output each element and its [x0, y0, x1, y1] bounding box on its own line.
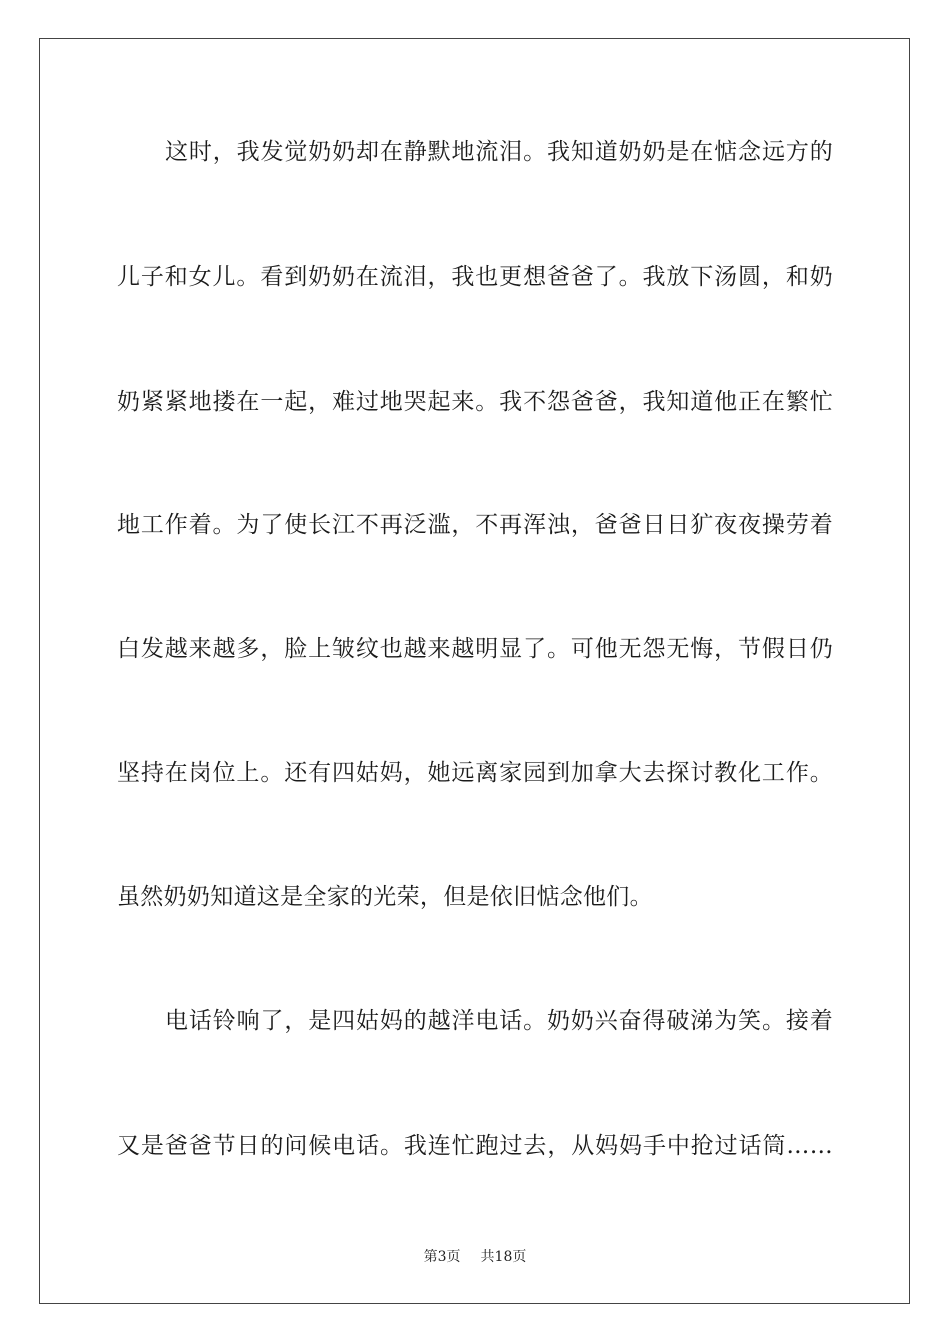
- text-line: 又是爸爸节日的问候电话。我连忙跑过去，从妈妈手中抢过话筒……: [117, 1133, 833, 1159]
- text-line: 奶紧紧地搂在一起，难过地哭起来。我不怨爸爸，我知道他正在繁忙: [117, 389, 833, 415]
- text-line: 这时，我发觉奶奶却在静默地流泪。我知道奶奶是在惦念远方的: [165, 139, 833, 165]
- text-line: 儿子和女儿。看到奶奶在流泪，我也更想爸爸了。我放下汤圆，和奶: [117, 264, 833, 290]
- text-line: 坚持在岗位上。还有四姑妈，她远离家园到加拿大去探讨教化工作。: [117, 760, 833, 786]
- text-line: 白发越来越多，脸上皱纹也越来越明显了。可他无怨无悔，节假日仍: [117, 636, 833, 662]
- page-total: 共18页: [480, 1249, 527, 1265]
- page-footer: [0, 1248, 950, 1266]
- page-number: 第3页: [423, 1249, 461, 1265]
- text-line: 电话铃响了，是四姑妈的越洋电话。奶奶兴奋得破涕为笑。接着: [165, 1008, 833, 1034]
- text-line: 虽然奶奶知道这是全家的光荣，但是依旧惦念他们。: [117, 884, 653, 910]
- text-line: 地工作着。为了使长江不再泛滥，不再浑浊，爸爸日日犷夜夜操劳着: [117, 512, 833, 538]
- page-border: [39, 38, 910, 1304]
